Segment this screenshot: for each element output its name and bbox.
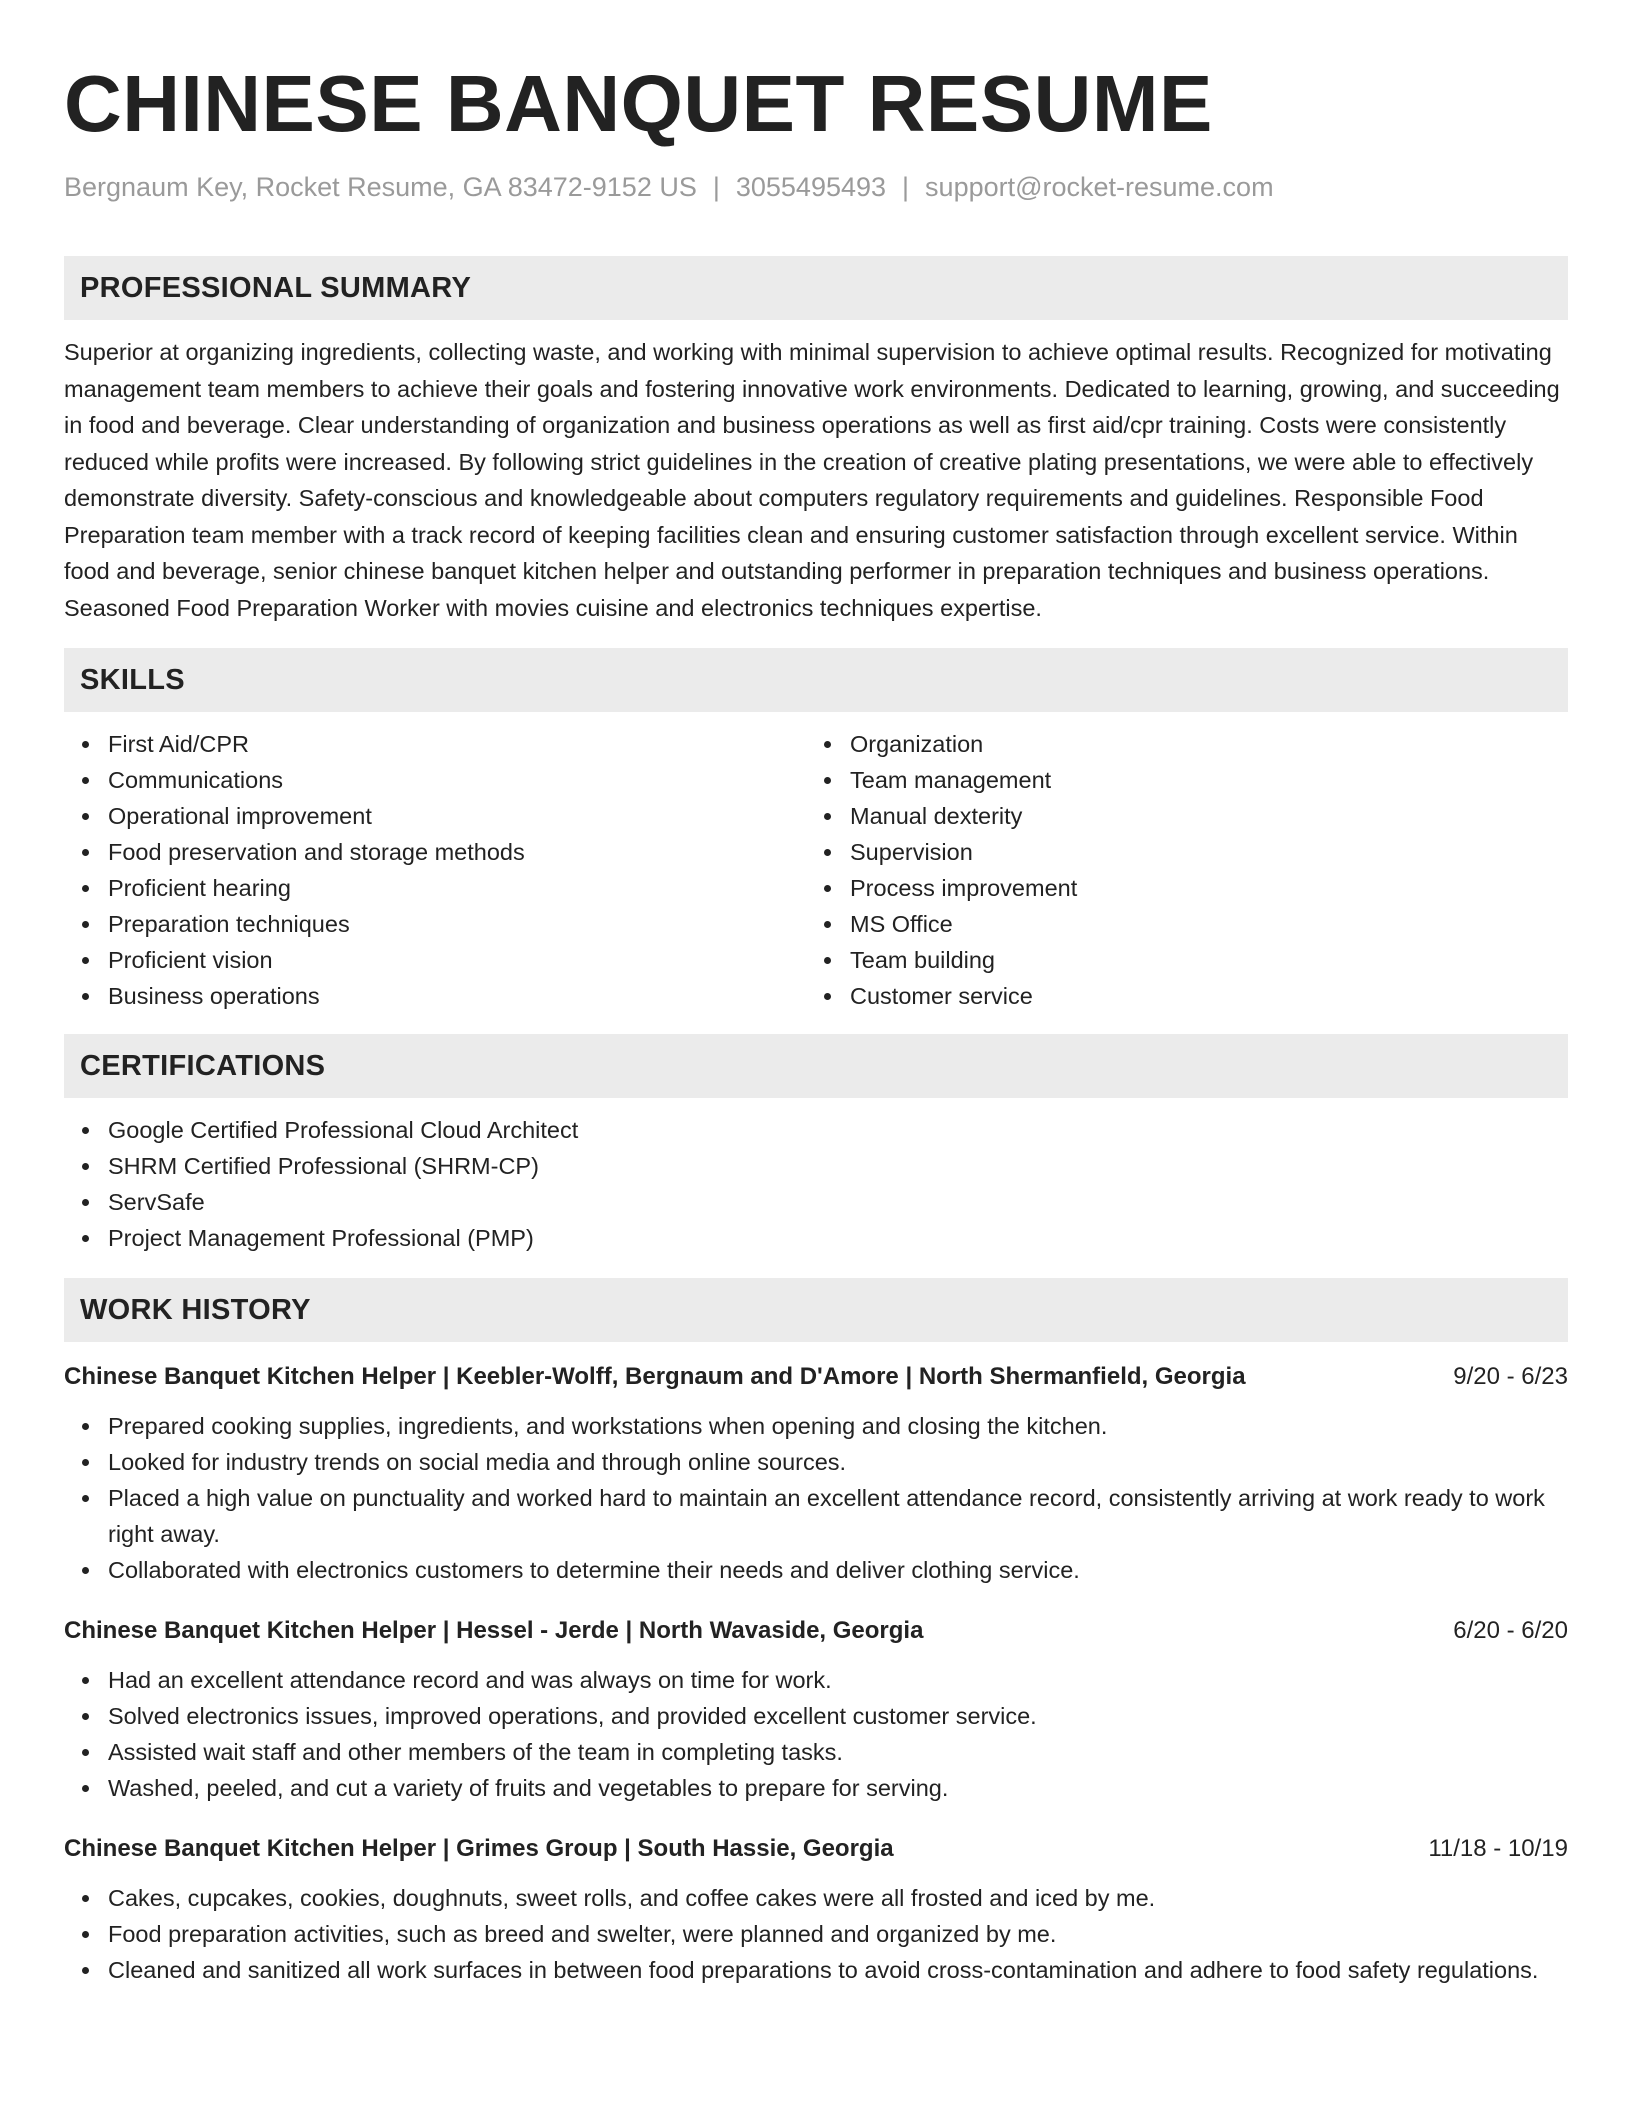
certification-item: Google Certified Professional Cloud Architect: [64, 1112, 1568, 1148]
skills-column-right: [806, 726, 1548, 1014]
job-title: Chinese Banquet Kitchen Helper | Grimes Group | South Hassie, Georgia: [64, 1835, 894, 1862]
skills-grid: [64, 726, 1568, 1014]
job-bullet: Prepared cooking supplies, ingredients, and workstations when opening and closing the kitchen.: [64, 1408, 1568, 1444]
contact-email: support@rocket-resume.com: [925, 172, 1274, 202]
section-heading-certifications: CERTIFICATIONS: [64, 1034, 1568, 1098]
contact-address: Bergnaum Key, Rocket Resume, GA 83472-9152 US: [64, 172, 697, 202]
section-heading-skills: SKILLS: [64, 648, 1568, 712]
job-title: Chinese Banquet Kitchen Helper | Keebler-Wolff, Bergnaum and D'Amore | North Shermanfield, Georgia: [64, 1363, 1246, 1390]
job-bullet: Assisted wait staff and other members of the team in completing tasks.: [64, 1734, 1568, 1770]
skill-item: MS Office: [806, 906, 1548, 942]
skill-item: Supervision: [806, 834, 1548, 870]
skill-item: Communications: [64, 762, 806, 798]
job-header: [64, 1834, 1568, 1864]
job-bullet: Cleaned and sanitized all work surfaces in between food preparations to avoid cross-contamination and adhere to food safety regulations.: [64, 1952, 1568, 1988]
skill-item: Customer service: [806, 978, 1548, 1014]
job-bullet: Had an excellent attendance record and was always on time for work.: [64, 1662, 1568, 1698]
certification-item: SHRM Certified Professional (SHRM-CP): [64, 1148, 1568, 1184]
summary-text: Superior at organizing ingredients, collecting waste, and working with minimal supervision to achieve optimal results. Recognized for motivating management team members to achieve their goals and fostering innovative work environments. Dedicated to learning, growing, and succeeding in food and beverage. Clear understanding of organization and business operations as well as first aid/cpr training. Costs were consistently reduced while profits were increased. By following strict guidelines in the creation of creative plating presentations, we were able to effectively demonstrate diversity. Safety-conscious and knowledgeable about computers regulatory requirements and guidelines. Responsible Food Preparation team member with a track record of keeping facilities clean and ensuring customer satisfaction through excellent service. Within food and beverage, senior chinese banquet kitchen helper and outstanding performer in preparation techniques and business operations. Seasoned Food Preparation Worker with movies cuisine and electronics techniques expertise.: [64, 339, 1560, 621]
job-bullets: [64, 1662, 1568, 1806]
skill-item: Team management: [806, 762, 1548, 798]
job-entry: [64, 1616, 1568, 1806]
certification-item: ServSafe: [64, 1184, 1568, 1220]
skill-item: Preparation techniques: [64, 906, 806, 942]
job-bullet: Looked for industry trends on social media and through online sources.: [64, 1444, 1568, 1480]
resume-title: CHINESE BANQUET RESUME: [64, 59, 1213, 148]
certification-item: Project Management Professional (PMP): [64, 1220, 1568, 1256]
job-bullet: Placed a high value on punctuality and worked hard to maintain an excellent attendance record, consistently arriving at work ready to work right away.: [64, 1480, 1568, 1552]
section-heading-summary: PROFESSIONAL SUMMARY: [64, 256, 1568, 320]
job-dates: 9/20 - 6/23: [1453, 1363, 1568, 1390]
job-dates: 6/20 - 6/20: [1453, 1617, 1568, 1644]
job-title: Chinese Banquet Kitchen Helper | Hessel - Jerde | North Wavaside, Georgia: [64, 1617, 924, 1644]
certifications-list: [64, 1112, 1568, 1256]
job-bullet: Food preparation activities, such as breed and swelter, were planned and organized by me.: [64, 1916, 1568, 1952]
section-heading-work-history: WORK HISTORY: [64, 1278, 1568, 1342]
job-entry: [64, 1362, 1568, 1588]
contact-separator: |: [902, 172, 910, 202]
contact-line: [64, 170, 1568, 204]
job-entry: [64, 1834, 1568, 1988]
job-bullets: [64, 1408, 1568, 1588]
job-bullets: [64, 1880, 1568, 1988]
skill-item: Team building: [806, 942, 1548, 978]
job-bullet: Washed, peeled, and cut a variety of fruits and vegetables to prepare for serving.: [64, 1770, 1568, 1806]
contact-separator: |: [712, 172, 720, 202]
skills-column-left: [64, 726, 806, 1014]
job-bullet: Solved electronics issues, improved operations, and provided excellent customer service.: [64, 1698, 1568, 1734]
skill-item: First Aid/CPR: [64, 726, 806, 762]
contact-phone: 3055495493: [735, 172, 887, 202]
job-dates: 11/18 - 10/19: [1428, 1835, 1568, 1862]
skill-item: Proficient hearing: [64, 870, 806, 906]
job-header: [64, 1616, 1568, 1646]
skill-item: Proficient vision: [64, 942, 806, 978]
job-header: [64, 1362, 1568, 1392]
job-bullet: Cakes, cupcakes, cookies, doughnuts, sweet rolls, and coffee cakes were all frosted and iced by me.: [64, 1880, 1568, 1916]
skill-item: Food preservation and storage methods: [64, 834, 806, 870]
skill-item: Operational improvement: [64, 798, 806, 834]
skill-item: Manual dexterity: [806, 798, 1548, 834]
skill-item: Process improvement: [806, 870, 1548, 906]
job-bullet: Collaborated with electronics customers to determine their needs and deliver clothing service.: [64, 1552, 1568, 1588]
skill-item: Organization: [806, 726, 1548, 762]
skill-item: Business operations: [64, 978, 806, 1014]
